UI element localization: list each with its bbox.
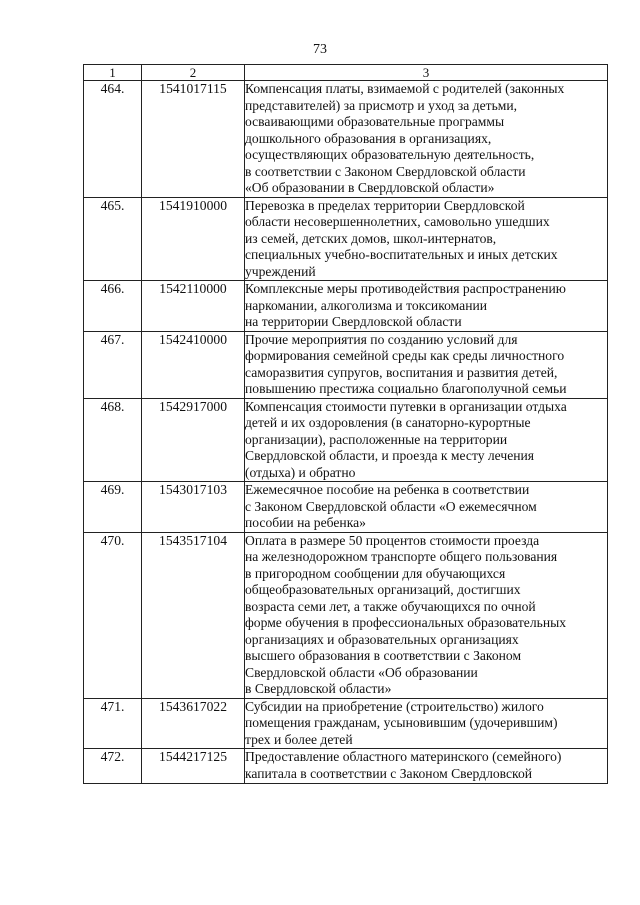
row-description-cell [245, 398, 608, 482]
description-line: Оплата в размере 50 процентов стоимости проезда [245, 532, 540, 548]
row-number-cell: 468. [84, 398, 142, 482]
description-line: саморазвития супругов, воспитания и развития детей, [245, 364, 558, 380]
description-line: (отдыха) и обратно [245, 464, 356, 480]
description-line: Предоставление областного материнского (семейного) [245, 749, 562, 764]
description-line: из семей, детских домов, школ-интернатов, [245, 230, 497, 246]
description-line: организации), расположенные на территории [245, 431, 508, 447]
row-code-cell: 1542917000 [142, 398, 245, 482]
description-line: Субсидии на приобретение (строительство) жилого [245, 698, 544, 714]
description-line: детей и их оздоровления (в санаторно-курортные [245, 415, 531, 430]
header-cell-description: 3 [245, 65, 608, 81]
description-line: помещения гражданам, усыновившим (удочерившим) [245, 715, 558, 730]
table-row [84, 482, 608, 533]
table-row [84, 331, 608, 398]
page-number: 73 [313, 42, 327, 57]
row-description-cell [245, 81, 608, 198]
description-line: Свердловской области «Об образовании [245, 664, 478, 680]
description-line: представителей) за присмотр и уход за детьми, [245, 97, 518, 113]
row-description-cell [245, 281, 608, 332]
row-number-cell: 467. [84, 331, 142, 398]
header-row [84, 65, 608, 81]
table-row [84, 532, 608, 698]
table-row [84, 281, 608, 332]
row-number-cell: 466. [84, 281, 142, 332]
row-number-cell: 464. [84, 81, 142, 198]
description-line: Прочие мероприятия по созданию условий для [245, 331, 518, 347]
table-body [84, 81, 608, 784]
description-line: общеобразовательных организаций, достигших [245, 582, 521, 597]
description-line: пособии на ребенка» [245, 515, 366, 530]
description-line: форме обучения в профессиональных образовательных [245, 615, 567, 630]
row-number-cell: 472. [84, 749, 142, 784]
description-line: Ежемесячное пособие на ребенка в соответствии [245, 482, 530, 497]
header-cell-code: 2 [142, 65, 245, 81]
table-row [84, 398, 608, 482]
description-line: Компенсация платы, взимаемой с родителей (законных [245, 81, 565, 96]
description-line: Свердловской области, и проезда к месту лечения [245, 448, 535, 463]
row-number-cell: 470. [84, 532, 142, 698]
table-row [84, 81, 608, 198]
description-line: дошкольного образования в организациях, [245, 130, 492, 146]
row-description-cell [245, 331, 608, 398]
description-line: специальных учебно-воспитательных и иных детских [245, 247, 558, 262]
row-description-cell [245, 749, 608, 784]
header-cell-number: 1 [84, 65, 142, 81]
description-line: осуществляющих образовательную деятельность, [245, 147, 535, 162]
row-number-cell: 471. [84, 698, 142, 749]
description-line: Перевозка в пределах территории Свердловской [245, 197, 525, 213]
description-line: с Законом Свердловской области «О ежемесячном [245, 498, 537, 514]
description-line: области несовершеннолетних, самовольно ушедших [245, 214, 550, 229]
row-description-cell [245, 482, 608, 533]
description-line: на железнодорожном транспорте общего пользования [245, 549, 558, 564]
description-line: в соответствии с Законом Свердловской области [245, 163, 526, 179]
description-line: учреждений [245, 263, 316, 279]
description-line: высшего образования в соответствии с Законом [245, 648, 522, 663]
row-description-cell [245, 532, 608, 698]
row-number-cell: 465. [84, 197, 142, 281]
description-line: повышению престижа социально благополучной семьи [245, 381, 567, 396]
registry-table [83, 64, 608, 784]
row-code-cell: 1541910000 [142, 197, 245, 281]
description-line: наркомании, алкоголизма и токсикомании [245, 297, 488, 313]
description-line: в Свердловской области» [245, 681, 392, 696]
row-code-cell: 1544217125 [142, 749, 245, 784]
row-code-cell: 1542410000 [142, 331, 245, 398]
description-line: осваивающими образовательные программы [245, 114, 505, 129]
table-header [84, 65, 608, 81]
row-code-cell: 1542110000 [142, 281, 245, 332]
row-code-cell: 1543517104 [142, 532, 245, 698]
table-row [84, 197, 608, 281]
table-row [84, 698, 608, 749]
description-line: организациях и образовательных организациях [245, 631, 519, 647]
description-line: в пригородном сообщении для обучающихся [245, 565, 506, 581]
row-number-cell: 469. [84, 482, 142, 533]
row-code-cell: 1543617022 [142, 698, 245, 749]
description-line: трех и более детей [245, 731, 353, 747]
description-line: возраста семи лет, а также обучающихся по очной [245, 598, 536, 614]
description-line: капитала в соответствии с Законом Свердловской [245, 765, 533, 781]
row-code-cell: 1543017103 [142, 482, 245, 533]
row-description-cell [245, 698, 608, 749]
description-line: «Об образовании в Свердловской области» [245, 180, 495, 195]
description-line: Комплексные меры противодействия распространению [245, 281, 566, 296]
table-row [84, 749, 608, 784]
row-description-cell [245, 197, 608, 281]
row-code-cell: 1541017115 [142, 81, 245, 198]
description-line: формирования семейной среды как среды личностного [245, 348, 565, 363]
description-line: на территории Свердловской области [245, 314, 462, 329]
description-line: Компенсация стоимости путевки в организации отдыха [245, 398, 567, 414]
